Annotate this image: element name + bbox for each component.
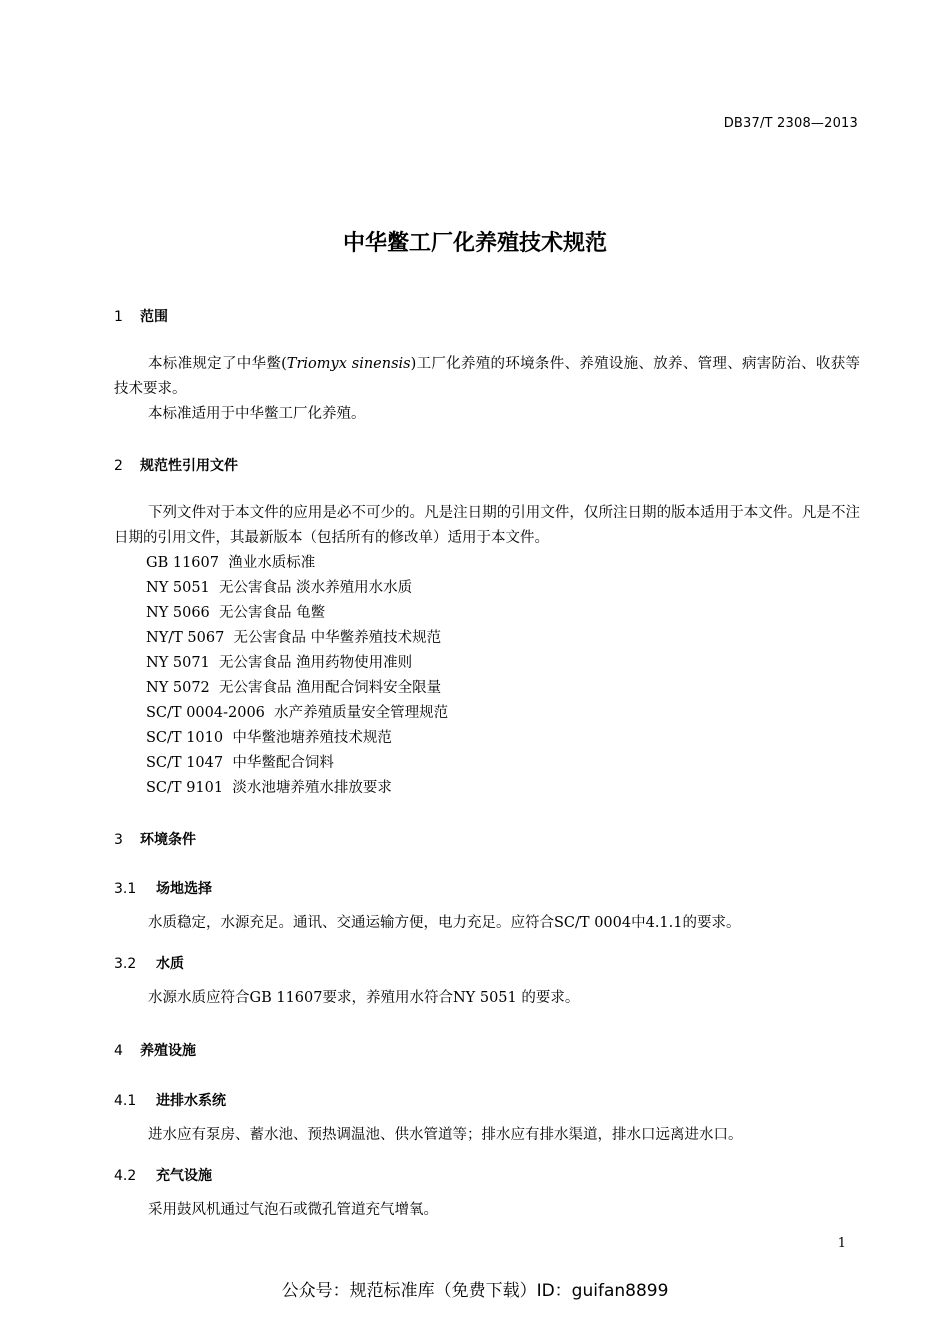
reference-item: [146, 651, 412, 676]
text-span: )工厂化养殖的环境条件、养殖设施、放养、管理、病害防治、收获等技术要求。: [114, 356, 861, 397]
reference-item: [146, 751, 334, 776]
reference-code: NY 5072: [146, 680, 210, 696]
subsection-title: 充气设施: [156, 1168, 212, 1184]
reference-item: [146, 601, 325, 626]
reference-item: [146, 576, 412, 601]
subsection-3-2-text: 水源水质应符合GB 11607要求，养殖用水符合NY 5051 的要求。: [148, 990, 580, 1006]
section-title: 规范性引用文件: [140, 458, 238, 474]
reference-code: NY 5071: [146, 655, 210, 671]
section-title: 范围: [140, 309, 168, 325]
section-number: 1: [114, 309, 123, 325]
section-number: 2: [114, 458, 123, 474]
reference-name: 中华鳖配合饲料: [232, 755, 334, 771]
standard-code: DB37/T 2308—2013: [723, 116, 858, 131]
text-span: 本标准规定了中华鳖(: [148, 356, 287, 372]
reference-code: SC/T 1010: [146, 730, 224, 746]
subsection-title: 场地选择: [156, 881, 212, 897]
reference-code: SC/T 1047: [146, 755, 224, 771]
subsection-4-2-heading: [114, 1165, 212, 1185]
page-title: 中华鳖工厂化养殖技术规范: [342, 231, 607, 256]
section-title: 养殖设施: [140, 1043, 196, 1059]
reference-item: [146, 551, 315, 576]
subsection-4-2-text: 采用鼓风机通过气泡石或微孔管道充气增氧。: [148, 1202, 438, 1218]
section-2-intro: 下列文件对于本文件的应用是必不可少的。凡是注日期的引用文件，仅所注日期的版本适用于本文件。凡是不注日期的引用文件，其最新版本（包括所有的修改单）适用于本文件。: [114, 505, 860, 546]
reference-item: [146, 701, 448, 726]
section-1-heading: [114, 306, 168, 326]
subsection-3-1-text: 水质稳定，水源充足。通讯、交通运输方便，电力充足。应符合SC/T 0004中4.1.1的要求。: [148, 915, 741, 931]
footer-watermark-text: 公众号：规范标准库（免费下载）ID：guifan8899: [281, 1281, 669, 1301]
reference-name: 淡水池塘养殖水排放要求: [232, 780, 392, 796]
subsection-3-1-heading: [114, 878, 212, 898]
section-3-heading: [114, 829, 196, 849]
subsection-4-1-text: 进水应有泵房、蓄水池、预热调温池、供水管道等；排水应有排水渠道，排水口远离进水口。: [148, 1127, 743, 1143]
subsection-number: 4.2: [114, 1168, 137, 1184]
reference-item: [146, 776, 392, 801]
subsection-number: 3.2: [114, 956, 137, 972]
section-number: 4: [114, 1043, 123, 1059]
reference-name: 渔业水质标准: [228, 555, 316, 571]
reference-item: [146, 726, 392, 751]
subsection-3-2-heading: [114, 953, 184, 973]
reference-code: NY 5051: [146, 580, 210, 596]
reference-name: 水产养殖质量安全管理规范: [274, 705, 449, 721]
reference-name: 无公害食品 淡水养殖用水水质: [219, 580, 413, 596]
reference-name: 无公害食品 渔用药物使用准则: [219, 655, 413, 671]
subsection-number: 3.1: [114, 881, 137, 897]
section-number: 3: [114, 832, 123, 848]
reference-name: 无公害食品 中华鳖养殖技术规范: [233, 630, 442, 646]
reference-code: GB 11607: [146, 555, 219, 571]
subsection-title: 水质: [156, 956, 184, 972]
scientific-name: Triomyx sinensis: [286, 356, 411, 372]
reference-code: SC/T 9101: [146, 780, 224, 796]
reference-name: 无公害食品 龟鳖: [219, 605, 326, 621]
subsection-title: 进排水系统: [156, 1093, 226, 1109]
section-2-heading: [114, 455, 238, 475]
section-1-paragraph-2: 本标准适用于中华鳖工厂化养殖。: [148, 406, 366, 422]
reference-name: 中华鳖池塘养殖技术规范: [232, 730, 392, 746]
reference-code: NY/T 5067: [146, 630, 225, 646]
reference-code: SC/T 0004-2006: [146, 705, 265, 721]
reference-name: 无公害食品 渔用配合饲料安全限量: [219, 680, 442, 696]
page-number: 1: [837, 1236, 846, 1251]
section-title: 环境条件: [140, 832, 196, 848]
section-1-paragraph-1: [114, 352, 860, 402]
reference-item: [146, 626, 441, 651]
subsection-4-1-heading: [114, 1090, 226, 1110]
reference-code: NY 5066: [146, 605, 210, 621]
subsection-number: 4.1: [114, 1093, 137, 1109]
section-4-heading: [114, 1040, 196, 1060]
reference-item: [146, 676, 441, 701]
